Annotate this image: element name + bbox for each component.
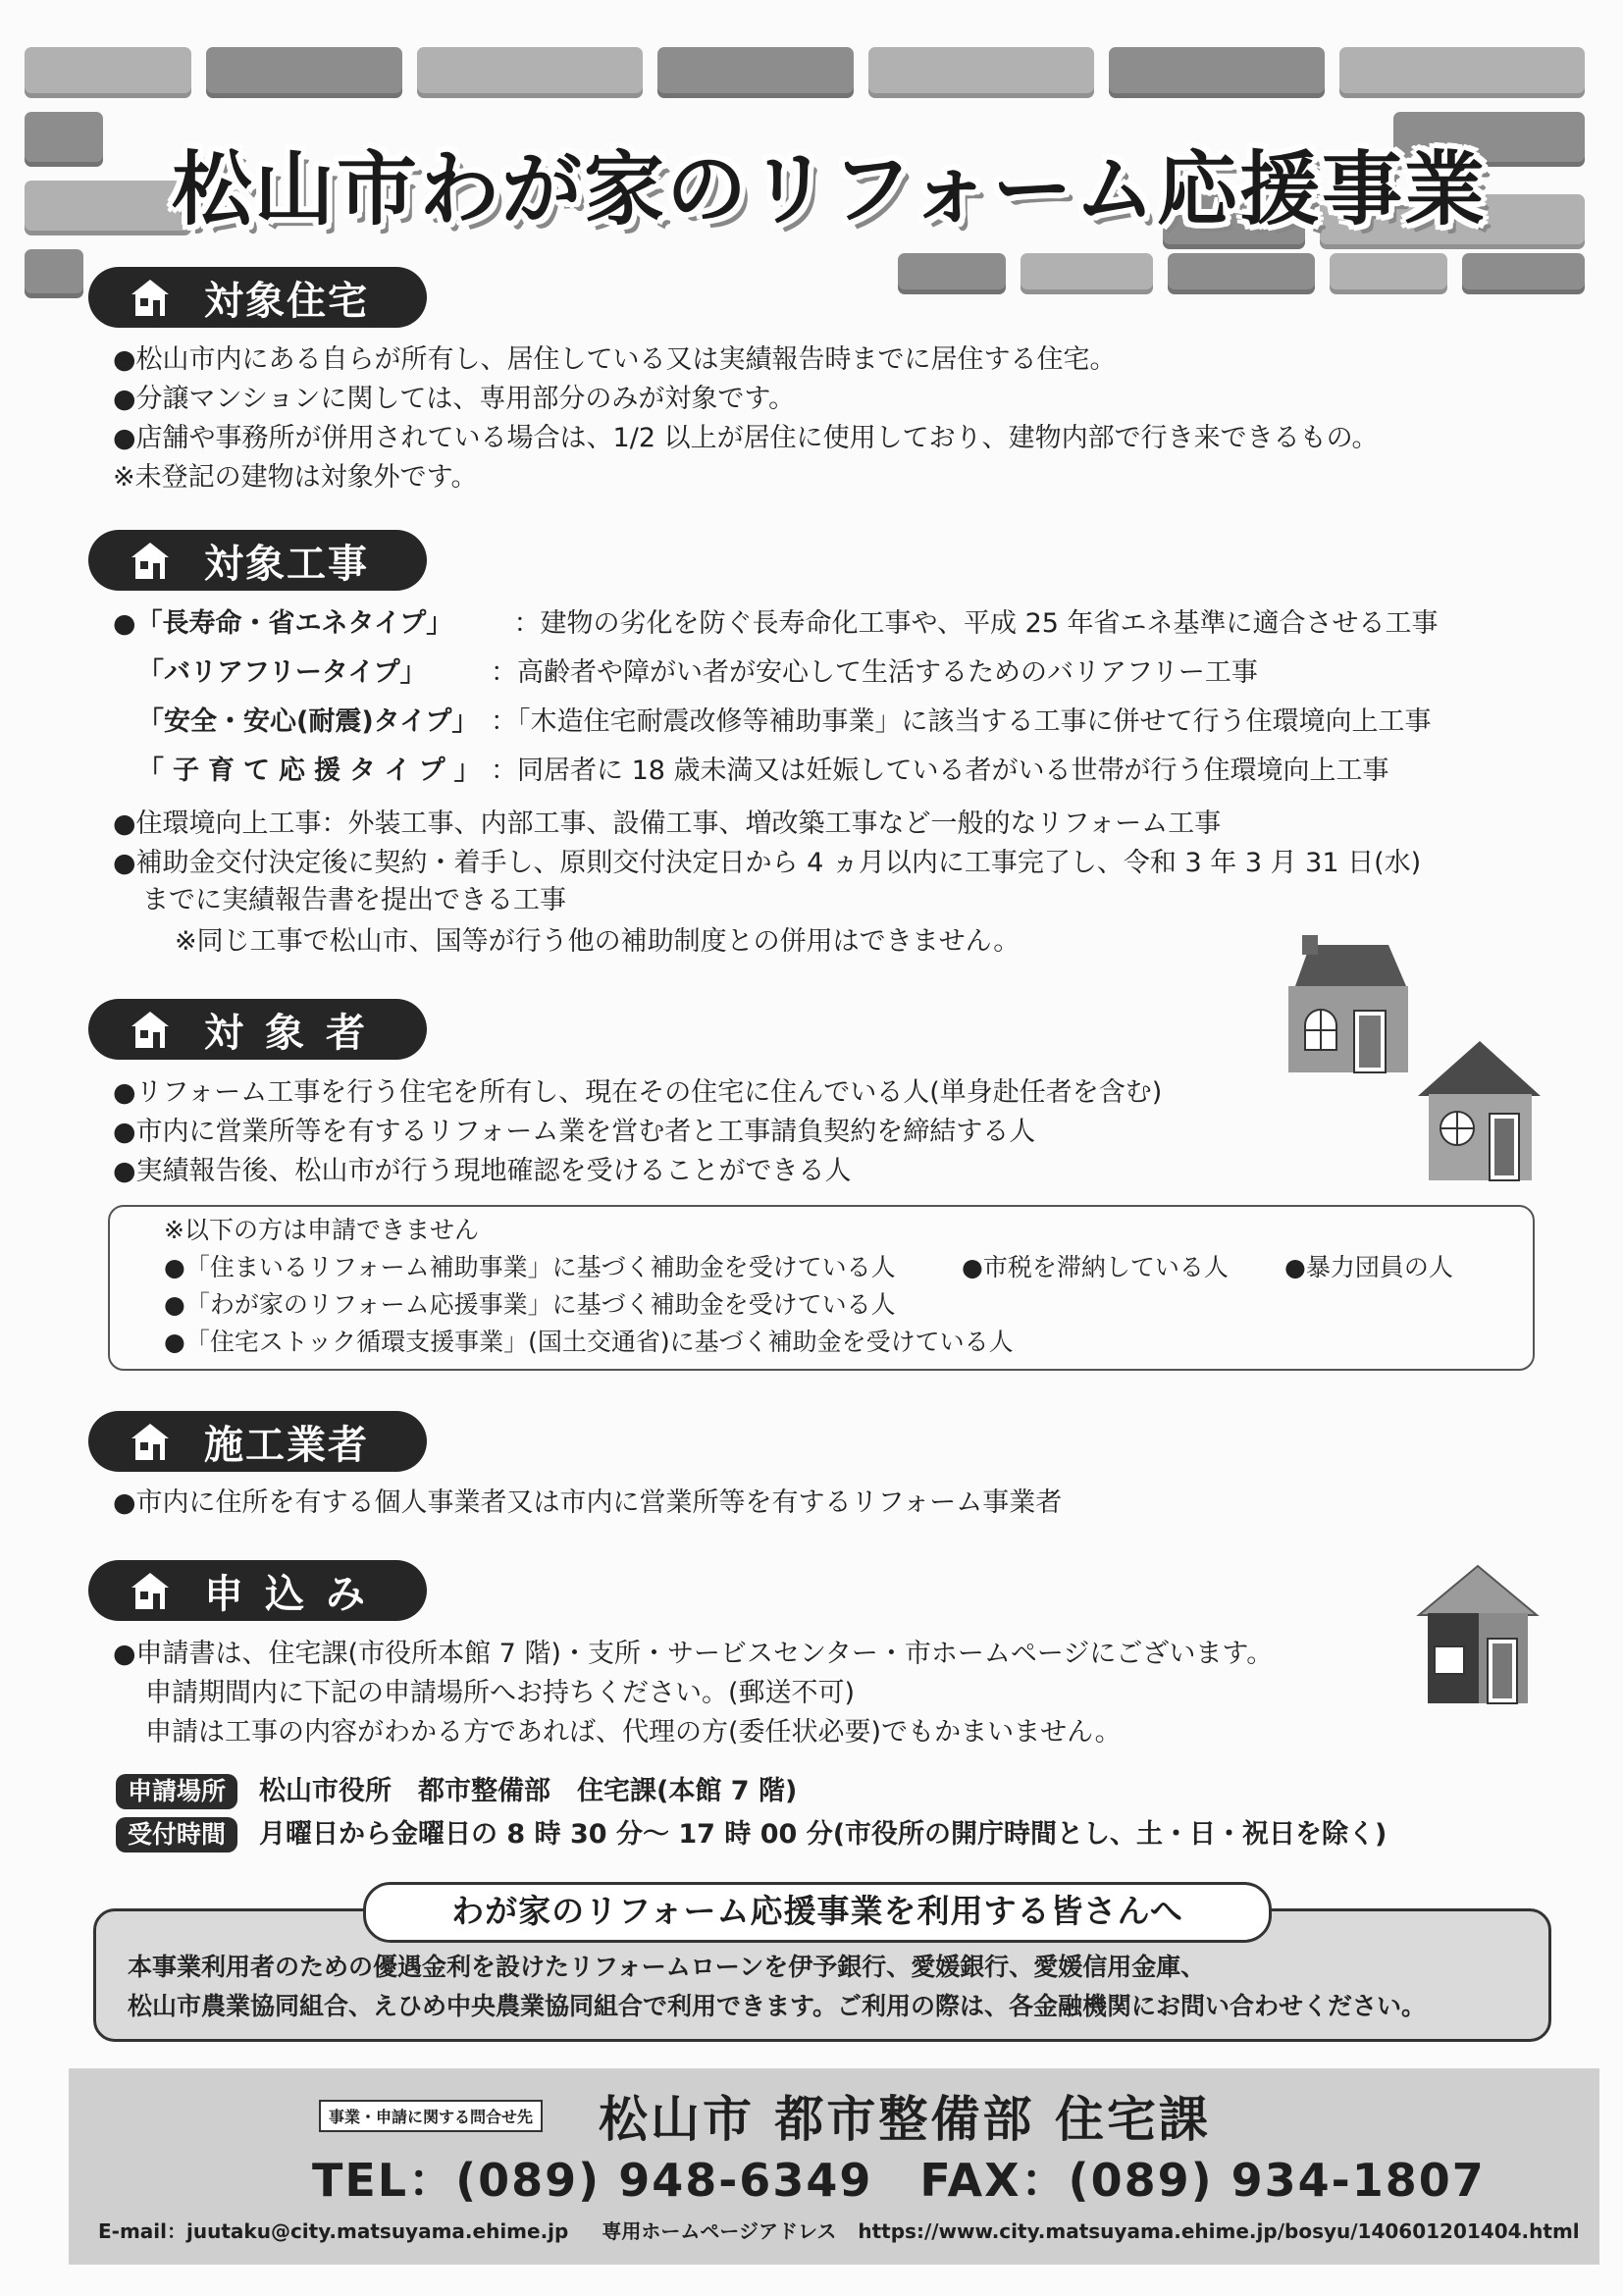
house-icon [128, 1009, 173, 1050]
target-work-line-1: ●住環境向上工事：外装工事、内部工事、設備工事、増改築工事など一般的なリフォーム工事 [113, 809, 1222, 839]
work-type-label: 「安全・安心(耐震)タイプ」 [137, 706, 479, 737]
ineligible-title: ※以下の方は申請できません [164, 1216, 479, 1244]
house-icon [128, 1570, 173, 1611]
application-place-label: 申請場所 [116, 1774, 237, 1809]
section-heading-label: 対象工事 [204, 541, 369, 587]
brick [1462, 253, 1585, 294]
loan-notice-line-1: 本事業利用者のための優遇金利を設けたリフォームローンを伊予銀行、愛媛銀行、愛媛信用金庫、 [128, 1953, 1206, 1981]
section-heading-target-person [88, 999, 427, 1060]
target-work-line-3: までに実績報告書を提出できる工事 [142, 885, 566, 915]
section-heading-target-housing [88, 267, 427, 328]
brick [1339, 47, 1585, 98]
application-hours-value: 月曜日から金曜日の 8 時 30 分～ 17 時 00 分(市役所の開庁時間とし、土・日・祝日を除く) [259, 1819, 1387, 1850]
target-housing-line-1: ●松山市内にある自らが所有し、居住している又は実績報告時までに居住する住宅。 [113, 344, 1117, 375]
ineligible-item: ●「住まいるリフォーム補助事業」に基づく補助金を受けている人 [164, 1253, 896, 1281]
contact-department: 松山市 都市整備部 住宅課 [599, 2091, 1211, 2148]
brick [417, 47, 643, 98]
application-line-2: 申請期間内に下記の申請場所へお持ちください。(郵送不可) [145, 1678, 856, 1708]
work-type-desc: ：高齢者や障がい者が安心して生活するためのバリアフリー工事 [491, 657, 1258, 688]
target-person-line-2: ●市内に営業所等を有するリフォーム業を営む者と工事請負契約を締結する人 [113, 1117, 1036, 1147]
contractor-line-1: ●市内に住所を有する個人事業者又は市内に営業所等を有するリフォーム事業者 [113, 1487, 1063, 1518]
brick [868, 47, 1094, 98]
page-title: 松山市わが家のリフォーム応援事業 [172, 143, 1487, 236]
header-banner [25, 47, 1595, 302]
brick [898, 253, 1006, 294]
section-heading-contractor [88, 1411, 427, 1472]
house-icon [128, 540, 173, 581]
work-type-child-support [137, 754, 1389, 789]
contact-footer [69, 2068, 1599, 2265]
work-type-label: 「長寿命・省エネタイプ」 [135, 608, 453, 639]
application-line-1: ●申請書は、住宅課(市役所本館 7 階)・支所・サービスセンター・市ホームページにございます。 [113, 1639, 1274, 1669]
brick [1168, 253, 1315, 294]
ineligible-notice-box [108, 1205, 1535, 1371]
email-label: E-mail： [98, 2219, 187, 2243]
bullet: ● [113, 608, 136, 639]
brick [206, 47, 402, 98]
target-work-note: ※同じ工事で松山市、国等が行う他の補助制度との併用はできません。 [175, 926, 1021, 957]
target-housing-line-3: ●店舗や事務所が併用されている場合は、1/2 以上が居住に使用しており、建物内部で行き来できるもの。 [113, 423, 1379, 453]
brick [25, 112, 103, 167]
work-type-label: 「子育て応援タイプ」 [137, 756, 490, 786]
application-hours-row [116, 1817, 1387, 1852]
loan-notice-line-2: 松山市農業協同組合、えひめ中央農業協同組合で利用できます。ご利用の際は、各金融機関にお問い合わせください。 [128, 1992, 1427, 2020]
house-illustration [1281, 927, 1413, 1078]
ineligible-item: ●暴力団員の人 [1284, 1253, 1453, 1281]
ineligible-item: ●「わが家のリフォーム応援事業」に基づく補助金を受けている人 [164, 1290, 896, 1319]
application-place-value: 松山市役所 都市整備部 住宅課(本館 7 階) [259, 1776, 798, 1806]
work-type-seismic [137, 704, 1432, 740]
work-type-long-life [113, 606, 1439, 642]
loan-notice-title: わが家のリフォーム応援事業を利用する皆さんへ [363, 1882, 1272, 1943]
house-illustration [1413, 1035, 1545, 1186]
house-icon [128, 277, 173, 318]
section-heading-label: 対象住宅 [204, 278, 369, 324]
contact-label: 事業・申請に関する問合せ先 [319, 2100, 543, 2132]
work-type-desc: ：同居者に 18 歳未満又は妊娠している者がいる世帯が行う住環境向上工事 [491, 756, 1389, 786]
application-place-row [116, 1774, 797, 1809]
house-illustration [1413, 1558, 1541, 1709]
url-label: 専用ホームページアドレス [602, 2219, 837, 2243]
work-type-label: 「バリアフリータイプ」 [137, 657, 427, 688]
contact-web-row [98, 2216, 1580, 2244]
brick [1021, 253, 1153, 294]
house-icon [128, 1421, 173, 1462]
section-heading-label: 対象者 [204, 1010, 387, 1056]
work-type-barrier-free [137, 655, 1258, 691]
work-type-desc: ：「木造住宅耐震改修等補助事業」に該当する工事に併せて行う住環境向上工事 [491, 706, 1432, 737]
homepage-link[interactable]: https://www.city.matsuyama.ehime.jp/bosyu/140601201404.html [858, 2219, 1580, 2243]
brick [657, 47, 854, 98]
section-heading-label: 施工業者 [204, 1422, 369, 1468]
email-link[interactable]: juutaku@city.matsuyama.ehime.jp [186, 2219, 569, 2243]
contact-phone-fax: TEL：(089) 948-6349 FAX：(089) 934-1807 [312, 2154, 1486, 2207]
ineligible-item: ●市税を滞納している人 [962, 1253, 1229, 1281]
target-work-line-2: ●補助金交付決定後に契約・着手し、原則交付決定日から 4 ヵ月以内に工事完了し、令和 3 年 3 月 31 日(水) [113, 848, 1422, 878]
target-person-line-3: ●実績報告後、松山市が行う現地確認を受けることができる人 [113, 1156, 852, 1186]
work-type-desc: ：建物の劣化を防ぐ長寿命化工事や、平成 25 年省エネ基準に適合させる工事 [513, 608, 1439, 639]
target-housing-note: ※未登記の建物は対象外です。 [113, 462, 478, 493]
brick [1109, 47, 1325, 98]
section-heading-label: 申込み [204, 1571, 387, 1617]
target-housing-line-2: ●分譲マンションに関しては、専用部分のみが対象です。 [113, 384, 796, 414]
ineligible-item: ●「住宅ストック循環支援事業」(国土交通省)に基づく補助金を受けている人 [164, 1328, 1014, 1356]
application-hours-label: 受付時間 [116, 1817, 237, 1852]
target-person-line-1: ●リフォーム工事を行う住宅を所有し、現在その住宅に住んでいる人(単身赴任者を含む) [113, 1077, 1163, 1108]
application-line-3: 申請は工事の内容がわかる方であれば、代理の方(委任状必要)でもかまいません。 [145, 1717, 1122, 1748]
brick [1330, 253, 1447, 294]
brick [25, 249, 83, 298]
section-heading-target-work [88, 530, 427, 591]
section-heading-application [88, 1560, 427, 1621]
brick [25, 47, 191, 98]
